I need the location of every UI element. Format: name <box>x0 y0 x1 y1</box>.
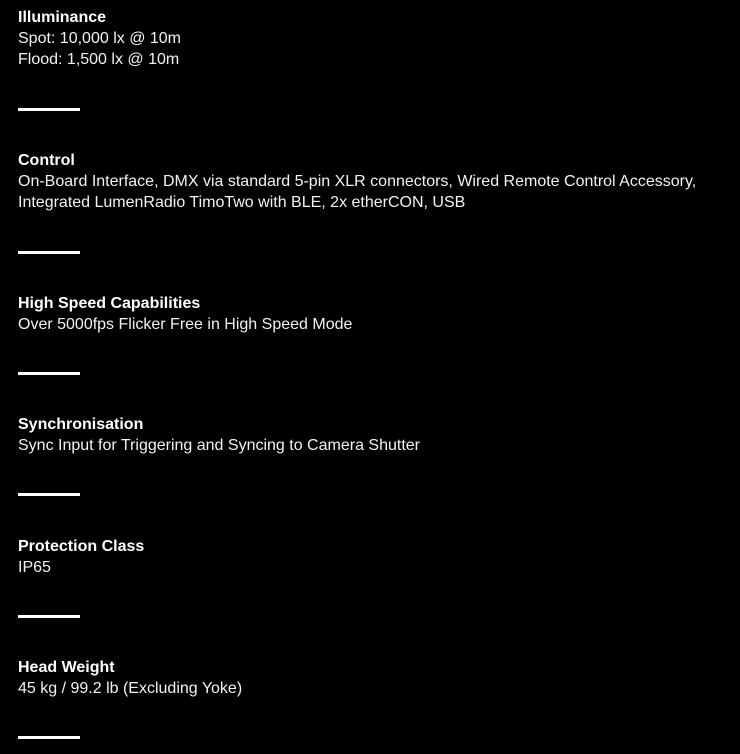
spec-value: Sync Input for Triggering and Syncing to Camera Shutter <box>18 437 420 454</box>
spec-head-weight <box>18 657 732 699</box>
spec-high-speed <box>18 293 732 335</box>
spec-illuminance <box>18 7 732 70</box>
section-divider <box>18 251 80 254</box>
spec-title: High Speed Capabilities <box>18 295 201 312</box>
spec-title: Synchronisation <box>18 416 144 433</box>
spec-title: Head Weight <box>18 659 115 676</box>
spec-value: IP65 <box>18 559 51 576</box>
spec-title: Illuminance <box>18 9 107 26</box>
spec-title: Control <box>18 152 75 169</box>
spec-value: On-Board Interface, DMX via standard 5-pin XLR connectors, Wired Remote Control Accessory, <box>18 173 697 190</box>
section-divider <box>18 108 80 111</box>
spec-value: Spot: 10,000 lx @ 10m <box>18 30 181 47</box>
section-divider <box>18 615 80 618</box>
spec-control <box>18 150 732 213</box>
spec-value: Over 5000fps Flicker Free in High Speed Mode <box>18 316 353 333</box>
spec-value: Integrated LumenRadio TimoTwo with BLE, 2x etherCON, USB <box>18 194 466 211</box>
spec-synchronisation <box>18 414 732 456</box>
spec-value: Flood: 1,500 lx @ 10m <box>18 51 180 68</box>
spec-title: Protection Class <box>18 538 145 555</box>
section-divider <box>18 372 80 375</box>
section-divider <box>18 736 80 739</box>
spec-value: 45 kg / 99.2 lb (Excluding Yoke) <box>18 680 243 697</box>
section-divider <box>18 493 80 496</box>
spec-protection-class <box>18 536 732 578</box>
